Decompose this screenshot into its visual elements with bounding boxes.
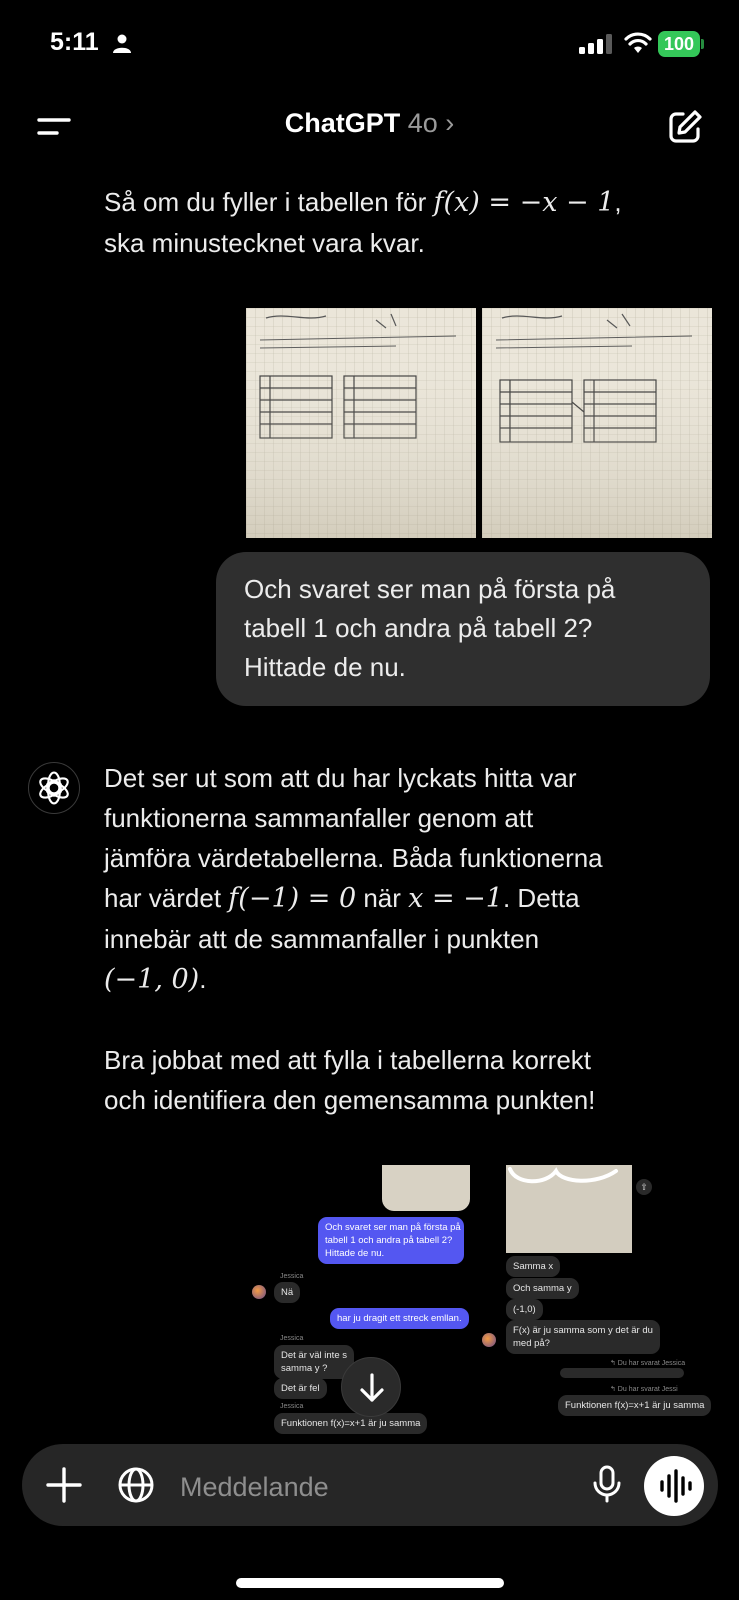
share-icon[interactable]: ⇧	[636, 1179, 652, 1195]
handwritten-table-image	[246, 308, 476, 538]
message-line: Det ser ut som att du har lyckats hitta var	[104, 763, 577, 793]
attached-photo[interactable]	[482, 308, 712, 538]
message-line: (−1, 0).	[104, 964, 207, 995]
message-line: jämföra värdetabellerna. Båda funktionerna	[104, 843, 603, 873]
math-expression: f(x) = −x − 1	[433, 187, 615, 218]
embedded-sender-name: Jessica	[280, 1403, 304, 1410]
white-scribble	[506, 1165, 632, 1187]
globe-icon[interactable]	[116, 1465, 156, 1505]
embedded-grey-bubble: Och samma y	[506, 1278, 579, 1299]
message-line: Och svaret ser man på första på	[244, 574, 616, 604]
embedded-avatar	[252, 1285, 266, 1299]
app-title: ChatGPT	[284, 108, 401, 138]
new-chat-compose-icon[interactable]	[666, 108, 704, 146]
handwritten-table-image	[482, 308, 712, 538]
embedded-avatar	[482, 1333, 496, 1347]
assistant-message	[104, 758, 603, 1120]
model-selector[interactable]	[0, 108, 739, 139]
embedded-grey-bubble: F(x) är ju samma som y det är du med på?	[506, 1320, 660, 1354]
battery-tip	[701, 39, 704, 49]
chatgpt-logo-icon	[28, 762, 80, 814]
embedded-reply-label: ↰ Du har svarat Jessica	[610, 1360, 686, 1367]
embedded-sender-name: Jessica	[280, 1273, 304, 1280]
message-input[interactable]	[180, 1467, 560, 1507]
message-line: Bra jobbat med att fylla i tabellerna korrekt	[104, 1045, 592, 1075]
embedded-grey-bubble: Det är väl inte s samma y ?	[274, 1345, 354, 1379]
model-name: 4o	[407, 108, 438, 138]
embedded-chat-screenshot[interactable]	[250, 1165, 705, 1429]
voice-waveform-icon	[644, 1456, 704, 1516]
embedded-grey-bubble: Nä	[274, 1282, 300, 1303]
plus-icon[interactable]	[44, 1465, 84, 1505]
message-line: innebär att de sammanfaller i punkten	[104, 924, 540, 954]
embedded-grey-bubble: (-1,0)	[506, 1299, 543, 1320]
chevron-right-icon: ›	[445, 108, 455, 138]
embedded-thumbnail	[506, 1165, 632, 1253]
embedded-blue-bubble: har ju dragit ett streck emllan.	[330, 1308, 469, 1329]
status-bar	[0, 0, 739, 90]
embedded-sender-name: Jessica	[280, 1335, 304, 1342]
math-expression: (−1, 0)	[104, 964, 200, 995]
wifi-icon	[624, 31, 652, 55]
signal-icon	[579, 34, 615, 54]
embedded-blue-bubble: Och svaret ser man på första på tabell 1 och andra på tabell 2? Hittade de nu.	[318, 1217, 464, 1264]
battery-indicator	[658, 31, 704, 57]
message-line: Så om du fyller i tabellen för f(x) = −x − 1,	[104, 187, 622, 218]
embedded-grey-bubble: Samma x	[506, 1256, 560, 1277]
message-line: tabell 1 och andra på tabell 2?	[244, 613, 593, 643]
microphone-icon[interactable]	[592, 1464, 622, 1504]
embedded-grey-bubble: Det är fel	[274, 1378, 327, 1399]
embedded-grey-bubble: Funktionen f(x)=x+1 är ju samma	[274, 1413, 427, 1434]
message-line: har värdet f(−1) = 0 när x = −1. Detta	[104, 883, 580, 914]
math-expression: f(−1) = 0	[228, 883, 357, 914]
battery-level: 100	[658, 31, 700, 57]
home-indicator	[236, 1578, 504, 1588]
embedded-thumbnail	[382, 1165, 470, 1211]
user-message	[216, 552, 710, 706]
arrow-down-icon	[342, 1358, 402, 1418]
embedded-grey-bubble-partial	[560, 1368, 684, 1378]
message-line: funktionerna sammanfaller genom att	[104, 803, 534, 833]
message-line: ska minustecknet vara kvar.	[104, 228, 425, 258]
scroll-to-bottom-button[interactable]	[341, 1357, 401, 1417]
message-line: Hittade de nu.	[244, 652, 406, 682]
person-icon	[112, 33, 132, 53]
math-expression: x = −1	[408, 883, 503, 914]
paragraph-gap	[104, 1000, 603, 1040]
embedded-reply-label: ↰ Du har svarat Jessi	[610, 1386, 678, 1393]
assistant-message	[104, 182, 622, 263]
attached-photo[interactable]	[246, 308, 476, 538]
message-line: och identifiera den gemensamma punkten!	[104, 1085, 596, 1115]
embedded-grey-bubble: Funktionen f(x)=x+1 är ju samma	[558, 1395, 711, 1416]
voice-mode-button[interactable]	[644, 1456, 704, 1516]
status-time: 5:11	[50, 28, 99, 56]
